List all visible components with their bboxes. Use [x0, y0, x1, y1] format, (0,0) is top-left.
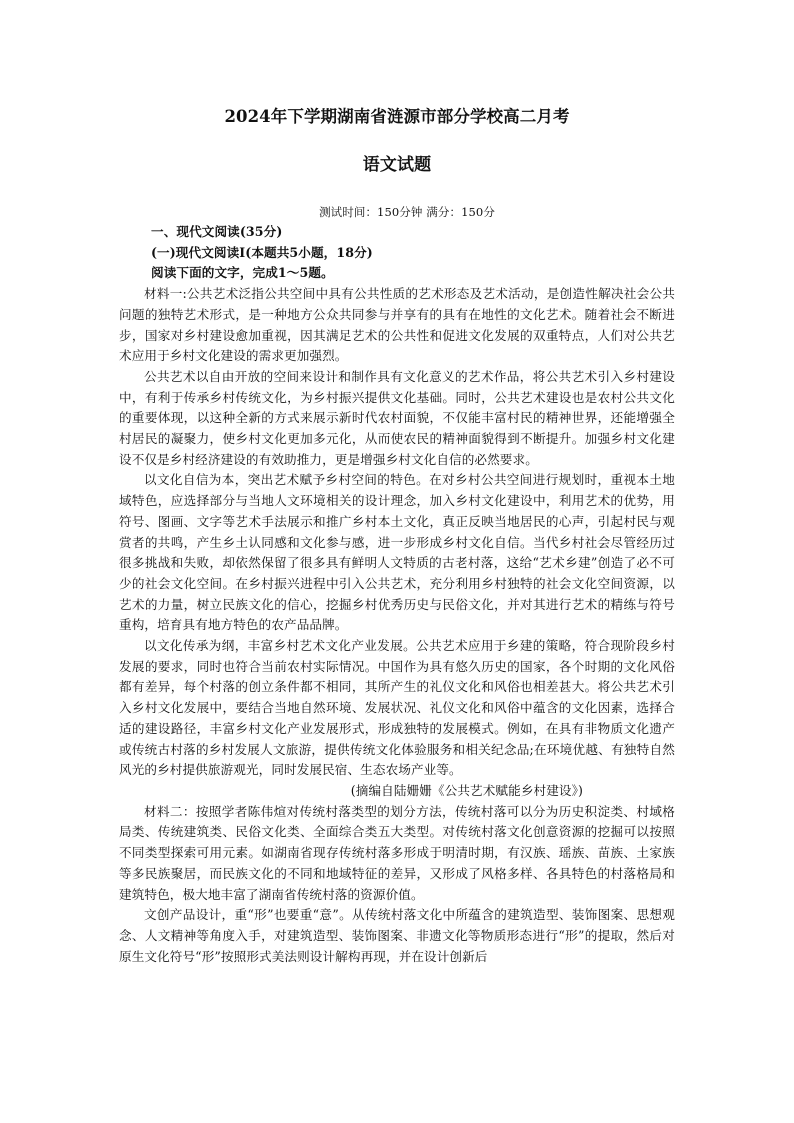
- exam-meta: 测试时间：150分钟 满分：150分: [319, 205, 495, 219]
- exam-body: [119, 222, 675, 967]
- paragraph: 公共艺术以自由开放的空间来设计和制作具有文化意义的艺术作品，将公共艺术引入乡村建设中，有利于传承乡村传统文化，为乡村振兴提供文化基础。同时，公共艺术建设也是农村公共文化的重要体现，以这种全新的方式来展示新时代农村面貌，不仅能丰富村民的精神世界，还能增强全村居民的凝聚力，使乡村文化更加多元化，从而使农民的精神面貌得到不断提升。加强乡村文化建设不仅是乡村经济建设的有效助推力，更是增强乡村文化自信的必然要求。: [119, 368, 675, 467]
- exam-subtitle: 语文试题: [362, 155, 432, 175]
- section-heading: 一、现代文阅读(35分): [151, 224, 283, 239]
- paragraph: 材料二：按照学者陈伟煊对传统村落类型的划分方法，传统村落可以分为历史积淀类、村域格局类、传统建筑类、民俗文化类、全面综合类五大类型。对传统村落文化创意资源的挖掘可以按照不同类型探索可用元素。如湖南省现存传统村落多形成于明清时期，有汉族、瑶族、苗族、土家族等多民族聚居，而民族文化的不同和地域特征的差异，又形成了风格多样、各具特色的村落格局和建筑特色，极大地丰富了湖南省传统村落的资源价值。: [119, 803, 675, 902]
- source-citation: (摘编自陆姗姗《公共艺术赋能乡村建设》): [350, 782, 583, 798]
- reading-instruction: 阅读下面的文字，完成1～5题。: [151, 265, 334, 281]
- exam-title: 2024年下学期湖南省涟源市部分学校高二月考: [224, 107, 570, 126]
- paragraph: 以文化自信为本，突出艺术赋予乡村空间的特色。在对乡村公共空间进行规划时，重视本土地域特色，应选择部分与当地人文环境相关的设计理念，加入乡村文化建设中，利用艺术的优势，用符号、图画、文字等艺术手法展示和推广乡村本土文化，真正反映当地居民的心声，引起村民与观赏者的共鸣，产生乡土认同感和文化参与感，进一步形成乡村文化自信。当代乡村社会尽管经历过很多挑战和失败，却依然保留了很多具有鲜明人文特质的古老村落，这给“艺术乡建”创造了必不可少的社会文化空间。在乡村振兴进程中引入公共艺术，充分利用乡村独特的社会文化空间资源，以艺术的力量，树立民族文化的信心，挖掘乡村优秀历史与民俗文化，并对其进行艺术的精练与符号重构，培育具有地方特色的农产品品牌。: [119, 472, 675, 633]
- paragraph: 以文化传承为纲，丰富乡村艺术文化产业发展。公共艺术应用于乡建的策略，符合现阶段乡村发展的要求，同时也符合当前农村实际情况。中国作为具有悠久历史的国家，各个时期的文化风俗都有差异，每个村落的创立条件都不相同，其所产生的礼仪文化和风俗也相差甚大。将公共艺术引入乡村文化发展中，要结合当地自然环境、发展状况、礼仪文化和风俗中蕴含的文化因素，选择合适的建设路径，丰富乡村文化产业发展形式，形成独特的发展模式。例如，在具有非物质文化遗产或传统古村落的乡村发展人文旅游，提供传统文化体验服务和相关纪念品;在环境优越、有独特自然风光的乡村提供旅游观光，同时发展民宿、生态农场产业等。: [119, 638, 675, 778]
- paragraph: 文创产品设计，重“形”也要重“意”。从传统村落文化中所蕴含的建筑造型、装饰图案、思想观念、人文精神等角度入手，对建筑造型、装饰图案、非遗文化等物质形态进行“形”的提取，然后对原生文化符号“形”按照形式美法则设计解构再现，并在设计创新后: [119, 907, 675, 964]
- sub-section-heading: (一)现代文阅读Ⅰ(本题共5小题，18分): [151, 244, 373, 260]
- paragraph: 材料一:公共艺术泛指公共空间中具有公共性质的艺术形态及艺术活动，是创造性解决社会公共问题的独特艺术形式，是一种地方公众共同参与并享有的具有在地性的文化艺术。随着社会不断进步，国家对乡村建设愈加重视，因其满足艺术的公共性和促进文化发展的双重特点，人们对公共艺术应用于乡村文化建设的需求更加强烈。: [119, 286, 675, 364]
